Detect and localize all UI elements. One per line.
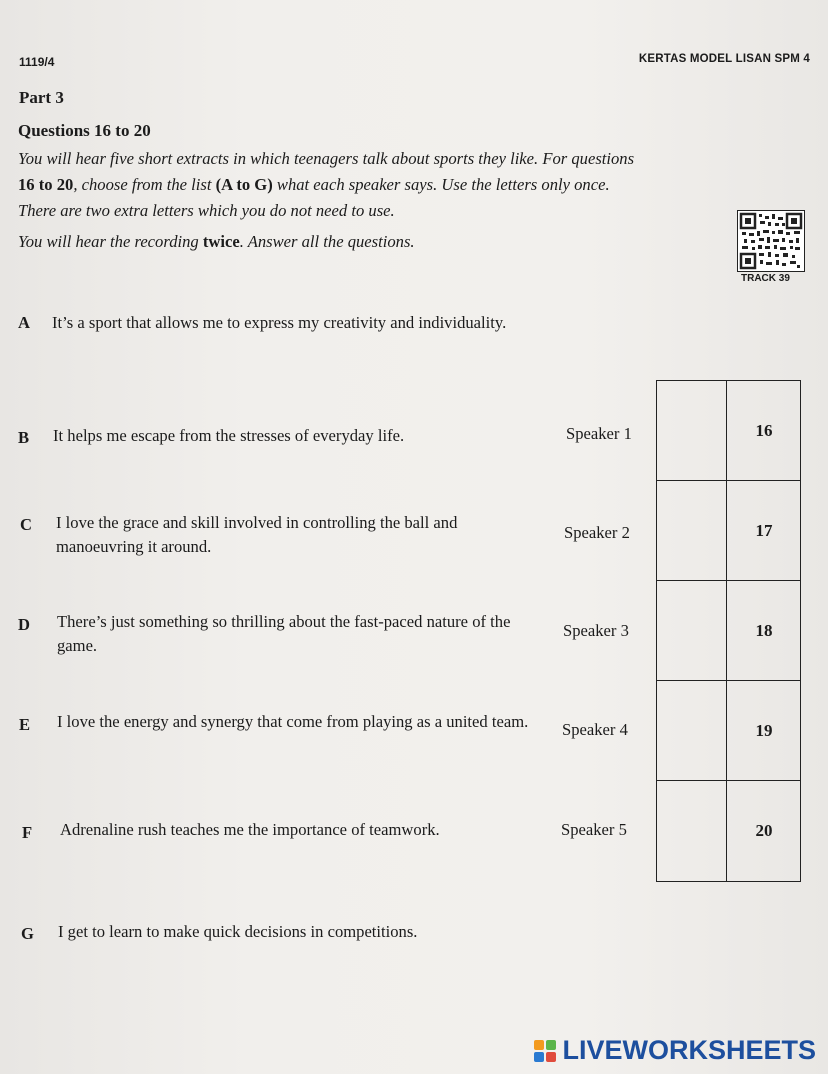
instructions <box>18 146 808 224</box>
instruction-text: what each speaker says. Use the letters only once. <box>272 175 610 194</box>
answer-row <box>657 381 800 481</box>
qr-code-icon[interactable] <box>737 210 805 272</box>
question-range: 16 to 20 <box>18 175 74 194</box>
twice-emphasis: twice <box>202 232 240 251</box>
option-text: It’s a sport that allows me to express my creativity and individuality. <box>52 313 507 332</box>
instruction-line-3: There are two extra letters which you do not need to use. <box>18 201 395 220</box>
answer-row <box>657 781 800 881</box>
question-number: 18 <box>755 620 773 640</box>
answer-row <box>657 581 800 681</box>
option-text: It helps me escape from the stresses of everyday life. <box>53 426 405 445</box>
letter-range: (A to G) <box>215 175 273 194</box>
option-letter: D <box>18 615 30 634</box>
option-text: I love the grace and skill involved in controlling the ball and manoeuvring it around. <box>56 513 458 556</box>
speaker-label: Speaker 1 <box>566 424 632 443</box>
instruction-line-2 <box>18 172 808 198</box>
paper-code: 1119/4 <box>19 55 55 69</box>
instruction-text: . Answer all the questions. <box>239 232 415 251</box>
instruction-text: , choose from the list <box>73 175 216 194</box>
brand-name: LIVEWORKSHEETS <box>562 1035 816 1065</box>
track-label: TRACK 39 <box>741 273 790 284</box>
liveworksheets-logo-icon <box>534 1040 556 1062</box>
answer-box[interactable] <box>657 481 727 580</box>
instruction-line-1: You will hear five short extracts in which teenagers talk about sports they like. For questions <box>18 149 635 168</box>
option-letter: E <box>19 715 31 734</box>
option-letter: G <box>21 924 34 943</box>
speaker-label: Speaker 5 <box>561 820 627 839</box>
question-number: 16 <box>755 420 773 440</box>
option-text: Adrenaline rush teaches me the importance of teamwork. <box>60 820 440 839</box>
bleed-through-decoration <box>230 362 236 389</box>
option-letter: B <box>18 428 30 447</box>
answer-row <box>657 681 800 781</box>
liveworksheets-brand[interactable] <box>534 1035 816 1066</box>
option-text: There’s just something so thrilling about the fast-paced nature of the game. <box>57 612 511 655</box>
instruction-text: You will hear the recording <box>18 232 203 251</box>
option-letter: C <box>20 515 32 534</box>
option-text: I love the energy and synergy that come from playing as a united team. <box>57 712 529 731</box>
speaker-label: Speaker 2 <box>564 523 630 542</box>
answer-box[interactable] <box>657 781 727 881</box>
option-letter: F <box>22 823 33 842</box>
option-text: I get to learn to make quick decisions in competitions. <box>58 922 418 941</box>
answer-box[interactable] <box>657 681 727 780</box>
answer-box[interactable] <box>657 381 727 480</box>
answer-row <box>657 481 800 581</box>
speaker-label: Speaker 3 <box>563 621 629 640</box>
speaker-label: Speaker 4 <box>562 720 628 739</box>
instruction-line-4 <box>18 232 415 252</box>
question-number: 20 <box>755 821 773 840</box>
answer-box[interactable] <box>657 581 727 680</box>
paper-title: KERTAS MODEL LISAN SPM 4 <box>638 53 810 65</box>
questions-heading: Questions 16 to 20 <box>18 121 151 140</box>
option-letter: A <box>18 313 30 332</box>
part-heading: Part 3 <box>19 88 64 107</box>
answer-grid <box>656 380 801 882</box>
question-number: 19 <box>755 720 773 740</box>
question-number: 17 <box>755 520 773 540</box>
